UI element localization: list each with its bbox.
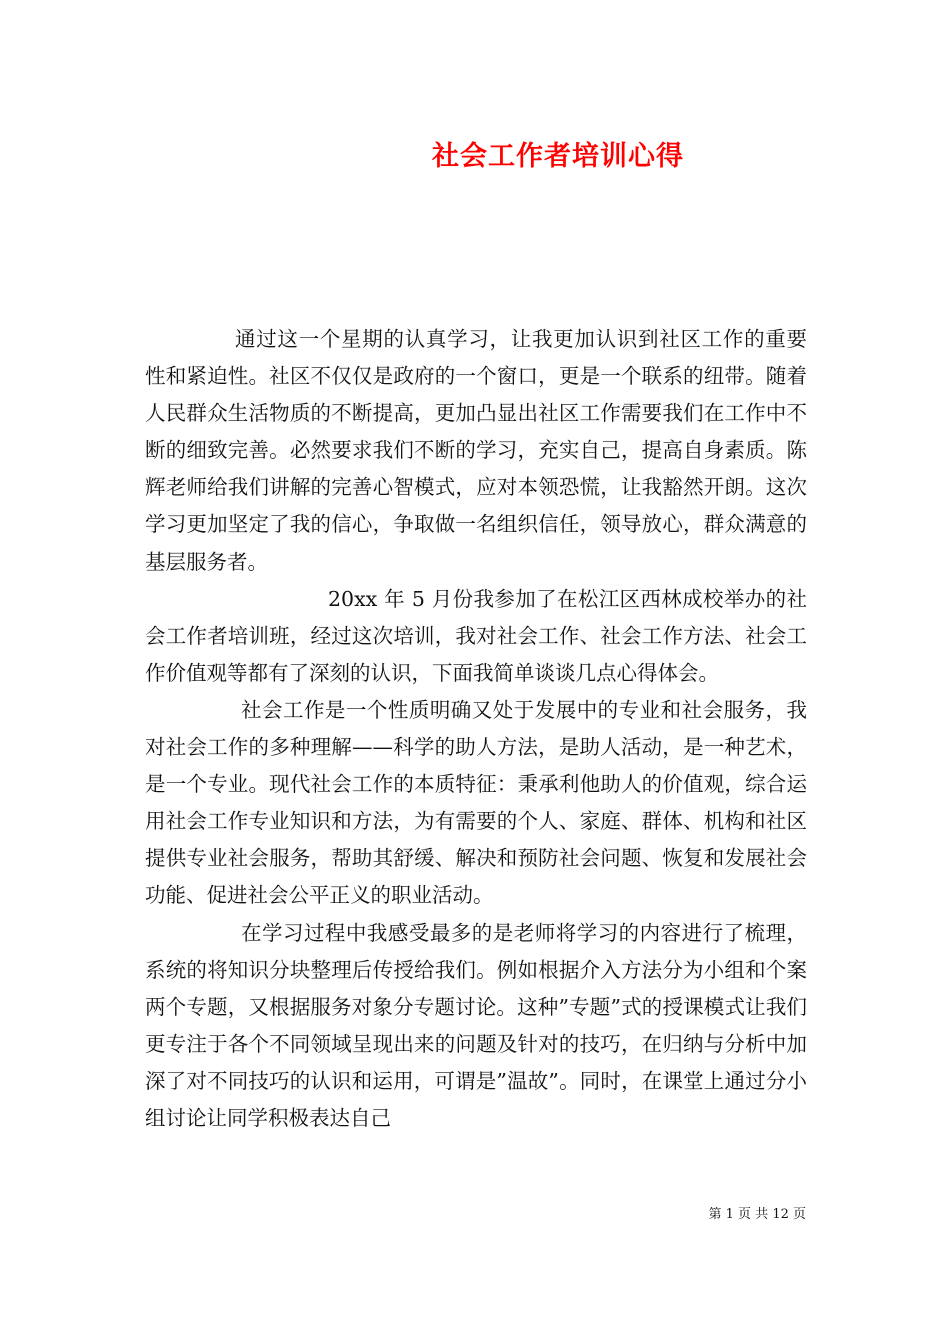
page-number: 第 1 页 共 12 页 <box>708 1207 806 1222</box>
document-title: 社会工作者培训心得 <box>432 141 684 172</box>
paragraph: 在学习过程中我感受最多的是老师将学习的内容进行了梳理，系统的将知识分块整理后传授给我们。例如根据介入方法分为小组和个案两个专题，又根据服务对象分专题讨论。这种”专题”式的授课模式让我们更专注于各个不同领域呈现出来的问题及针对的技巧，在归纳与分析中加深了对不同技巧的认识和运用，可谓是”温故”。同时，在课堂上通过分小组讨论让同学积极表达自己 <box>145 920 807 1130</box>
paragraph: 20xx 年 5 月份我参加了在松江区西林成校举办的社会工作者培训班，经过这次培训，我对社会工作、社会工作方法、社会工作价值观等都有了深刻的认识，下面我简单谈谈几点心得体会。 <box>145 586 807 685</box>
paragraph: 社会工作是一个性质明确又处于发展中的专业和社会服务，我对社会工作的多种理解——科学的助人方法，是助人活动，是一种艺术，是一个专业。现代社会工作的本质特征：秉承利他助人的价值观，综合运用社会工作专业知识和方法，为有需要的个人、家庭、群体、机构和社区提供专业社会服务，帮助其舒缓、解决和预防社会问题、恢复和发展社会功能、促进社会公平正义的职业活动。 <box>145 697 807 908</box>
document-body <box>145 321 807 1137</box>
paragraph: 通过这一个星期的认真学习，让我更加认识到社区工作的重要性和紧迫性。社区不仅仅是政府的一个窗口，更是一个联系的纽带。随着人民群众生活物质的不断提高，更加凸显出社区工作需要我们在工作中不断的细致完善。必然要求我们不断的学习，充实自己，提高自身素质。陈辉老师给我们讲解的完善心智模式，应对本领恐慌，让我豁然开朗。这次学习更加坚定了我的信心，争取做一名组织信任，领导放心，群众满意的基层服务者。 <box>145 327 807 574</box>
